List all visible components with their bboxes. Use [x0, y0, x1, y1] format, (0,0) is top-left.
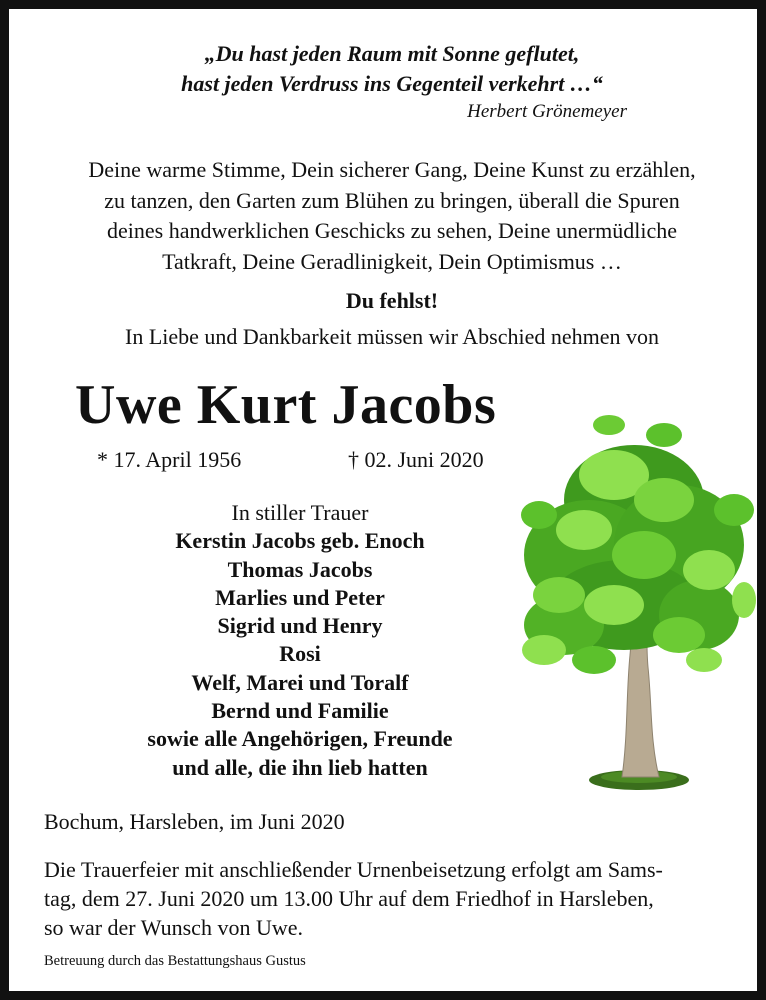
ceremony-text	[44, 855, 744, 942]
place-and-date: Bochum, Harsleben, im Juni 2020	[44, 809, 345, 834]
deceased-name: Uwe Kurt Jacobs	[75, 374, 497, 436]
mourners-list	[75, 499, 525, 782]
ginkgo-tree-icon	[514, 405, 759, 800]
intro-text	[9, 155, 766, 277]
ceremony-line: Die Trauerfeier mit anschließender Urnenbeisetzung erfolgt am Sams-	[44, 857, 663, 882]
mourner-name: sowie alle Angehörigen, Freunde	[147, 726, 453, 752]
mourner-name: Marlies und Peter	[215, 584, 385, 610]
mourner-name: Bernd und Familie	[211, 698, 389, 724]
mourner-name: Sigrid und Henry	[217, 613, 383, 639]
quote-author: Herbert Grönemeyer	[467, 101, 627, 122]
mourner-name: Kerstin Jacobs geb. Enoch	[175, 528, 425, 554]
mourner-name: Welf, Marei und Toralf	[191, 669, 409, 695]
quote-line-2: hast jeden Verdruss ins Gegenteil verkehrt …“	[181, 71, 603, 96]
intro-line: deines handwerklichen Geschicks zu sehen, Deine unermüdliche	[107, 218, 677, 243]
ceremony-line: so war der Wunsch von Uwe.	[44, 915, 303, 940]
tree-foliage	[521, 415, 756, 674]
farewell-text: In Liebe und Dankbarkeit müssen wir Abschied nehmen von	[125, 324, 659, 349]
intro-line: Tatkraft, Deine Geradlinigkeit, Dein Optimismus …	[162, 248, 622, 274]
undertaker-credit: Betreuung durch das Bestattungshaus Gustus	[44, 953, 306, 969]
mourners-heading: In stiller Trauer	[231, 500, 369, 525]
quote	[9, 39, 766, 99]
intro-line: Deine warme Stimme, Dein sicherer Gang, Deine Kunst zu erzählen,	[88, 157, 696, 182]
mourner-name: Rosi	[279, 641, 321, 667]
quote-line-1: „Du hast jeden Raum mit Sonne geflutet,	[204, 41, 580, 66]
mourner-name: Thomas Jacobs	[227, 556, 373, 582]
intro-line: zu tanzen, den Garten zum Blühen zu bringen, überall die Spuren	[104, 187, 680, 213]
ceremony-line: tag, dem 27. Juni 2020 um 13.00 Uhr auf dem Friedhof in Harsleben,	[44, 886, 654, 911]
missed-text: Du fehlst!	[345, 288, 439, 313]
mourner-name: und alle, die ihn lieb hatten	[172, 754, 428, 780]
birth-date: * 17. April 1956	[97, 447, 242, 472]
death-date: † 02. Juni 2020	[348, 447, 484, 472]
